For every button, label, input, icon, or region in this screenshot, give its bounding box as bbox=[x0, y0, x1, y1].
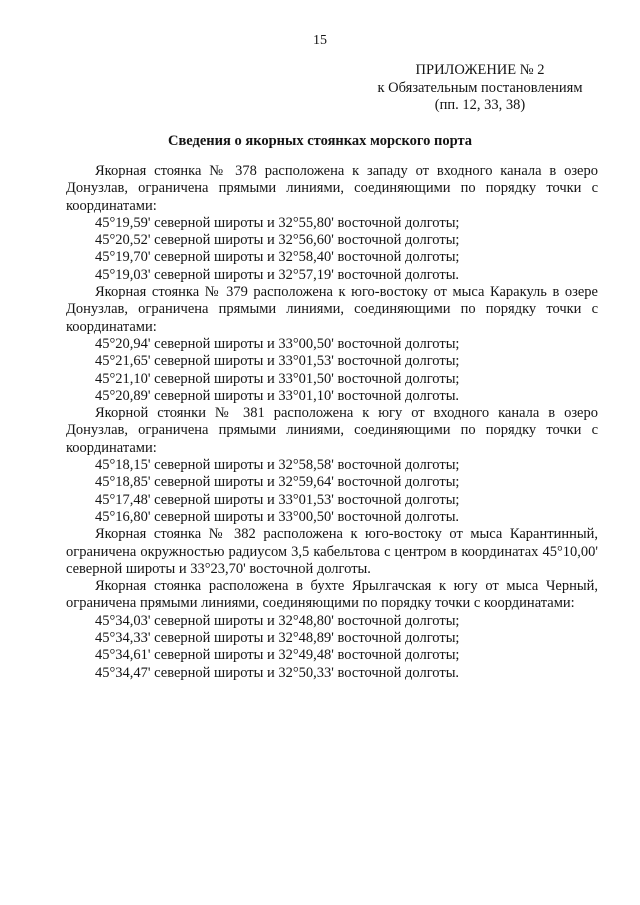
coordinate-line: 45°16,80' северной широты и 33°00,50' восточной долготы. bbox=[95, 508, 460, 525]
coordinate-line: 45°18,15' северной широты и 32°58,58' восточной долготы; bbox=[95, 457, 460, 474]
appendix-paragraphs: (пп. 12, 33, 38) bbox=[434, 97, 526, 113]
coordinate-line: 45°34,03' северной широты и 32°48,80' восточной долготы; bbox=[95, 612, 460, 629]
document-body bbox=[66, 163, 598, 682]
appendix-header bbox=[360, 62, 600, 115]
anchorage-description: Якорная стоянка расположена в бухте Ярылгачская к югу от мыса Черный, ограничена прямыми линиями, соединяющими по порядку точки с координатами: bbox=[66, 578, 598, 612]
coordinate-line: 45°20,52' северной широты и 32°56,60' восточной долготы; bbox=[95, 232, 460, 249]
coordinate-line: 45°18,85' северной широты и 32°59,64' восточной долготы; bbox=[95, 474, 460, 491]
anchorage-description: Якорная стоянка № 382 расположена к юго-востоку от мыса Карантинный, ограничена окружностью радиусом 3,5 кабельтова с центром в координатах 45°10,00' северной широты и 33°23,70' восточной долготы. bbox=[66, 526, 598, 577]
coordinate-line: 45°34,47' северной широты и 32°50,33' восточной долготы. bbox=[95, 664, 460, 681]
appendix-title: ПРИЛОЖЕНИЕ № 2 bbox=[415, 62, 545, 78]
coordinate-line: 45°34,61' северной широты и 32°49,48' восточной долготы; bbox=[95, 647, 460, 664]
appendix-subtitle: к Обязательным постановлениям bbox=[377, 79, 583, 96]
page-number: 15 bbox=[313, 33, 327, 48]
coordinate-line: 45°21,65' северной широты и 33°01,53' восточной долготы; bbox=[95, 353, 460, 370]
coordinate-line: 45°19,70' северной широты и 32°58,40' восточной долготы; bbox=[95, 249, 460, 266]
coordinate-line: 45°17,48' северной широты и 33°01,53' восточной долготы; bbox=[95, 491, 460, 508]
anchorage-description: Якорная стоянка № 378 расположена к западу от входного канала в озеро Донузлав, ограничена прямыми линиями, соединяющими по порядку точки с координатами: bbox=[66, 163, 598, 214]
coordinate-line: 45°34,33' северной широты и 32°48,89' восточной долготы; bbox=[95, 630, 460, 647]
coordinate-line: 45°20,94' северной широты и 33°00,50' восточной долготы; bbox=[95, 335, 460, 352]
anchorage-description: Якорная стоянка № 379 расположена к юго-востоку от мыса Каракуль в озере Донузлав, ограничена прямыми линиями, соединяющими по порядку точки с координатами: bbox=[66, 284, 598, 335]
anchorage-description: Якорной стоянки № 381 расположена к югу от входного канала в озеро Донузлав, ограничена прямыми линиями, соединяющими по порядку точки с координатами: bbox=[66, 405, 598, 456]
coordinate-line: 45°20,89' северной широты и 33°01,10' восточной долготы. bbox=[95, 387, 460, 404]
document-heading: Сведения о якорных стоянках морского порта bbox=[167, 133, 473, 149]
coordinate-line: 45°21,10' северной широты и 33°01,50' восточной долготы; bbox=[95, 370, 460, 387]
coordinate-line: 45°19,59' северной широты и 32°55,80' восточной долготы; bbox=[95, 214, 460, 231]
coordinate-line: 45°19,03' северной широты и 32°57,19' восточной долготы. bbox=[95, 266, 460, 283]
